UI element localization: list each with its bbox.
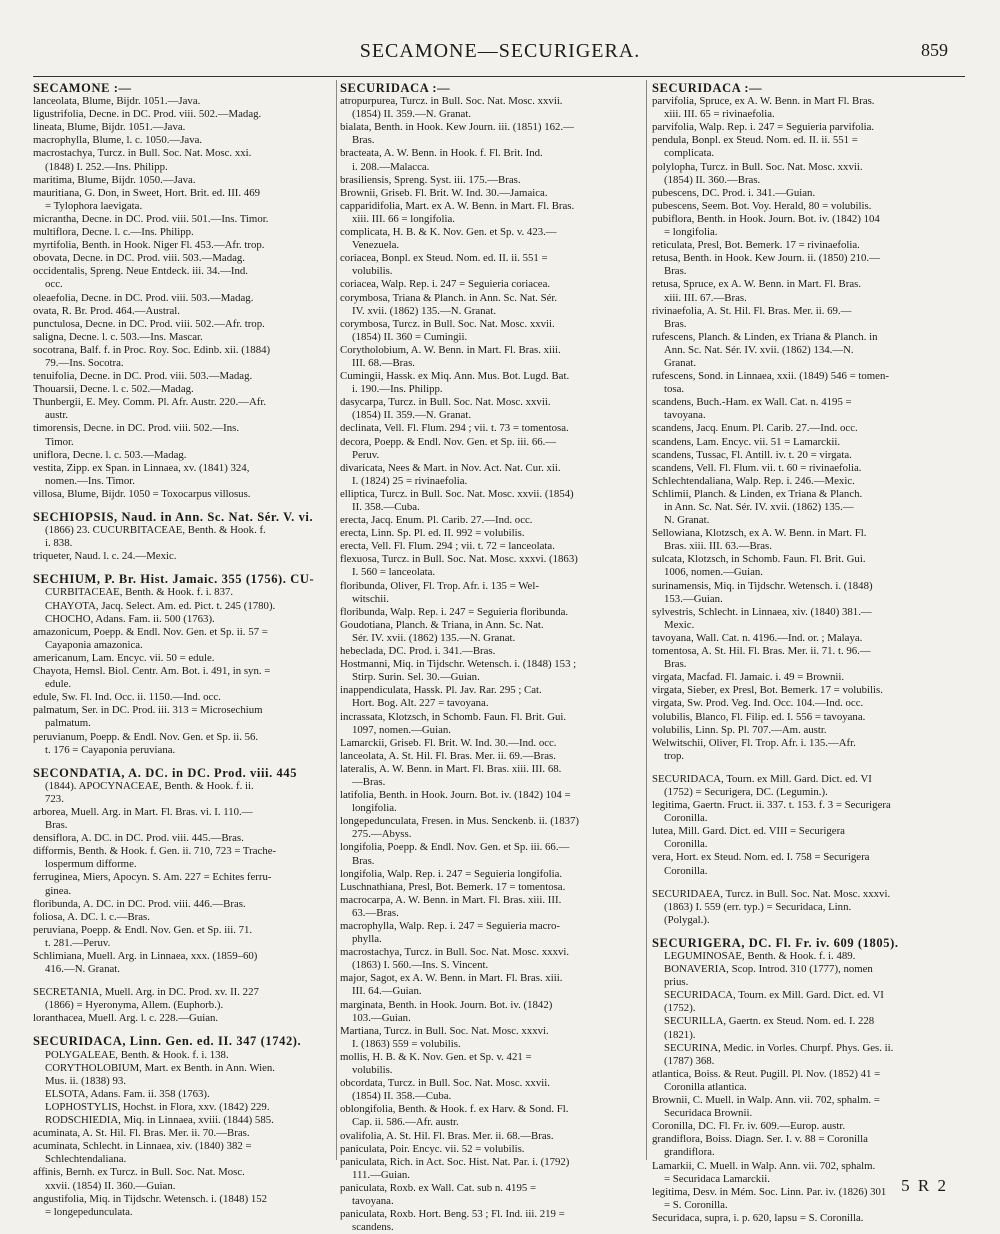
entry-line: Securidaca Brownii. bbox=[664, 1107, 753, 1120]
entry-line: floribunda, Oliver, Fl. Trop. Afr. i. 135 = Wel- bbox=[340, 579, 539, 592]
entry-line: III. 68.—Bras. bbox=[352, 356, 415, 369]
entry-line: scandens. bbox=[352, 1221, 394, 1234]
entry-line: paniculata, Roxb. Hort. Beng. 53 ; Fl. Ind. iii. 219 = bbox=[340, 1208, 565, 1221]
entry-line: 1006, nomen.—Guian. bbox=[664, 566, 763, 579]
entry-line: scandens, Vell. Fl. Flum. vii. t. 60 = rivinaefolia. bbox=[652, 461, 862, 474]
entry-line: scandens, Tussac, Fl. Antill. iv. t. 20 = virgata. bbox=[652, 448, 852, 461]
entry-line: (1854) II. 360 = Cumingii. bbox=[352, 330, 468, 343]
entry-line: 153.—Guian. bbox=[664, 592, 723, 605]
entry-line: retusa, Benth. in Hook. Kew Journ. ii. (1850) 210.— bbox=[652, 252, 880, 265]
entry-line: sulcata, Klotzsch, in Schomb. Faun. Fl. Brit. Gui. bbox=[652, 553, 866, 566]
entry-line: xiii. III. 66 = longifolia. bbox=[352, 212, 455, 225]
entry-line: affinis, Bernh. ex Turcz. in Bull. Soc. Nat. Mosc. bbox=[33, 1166, 245, 1179]
entry-line: (1854) II. 359.—N. Granat. bbox=[352, 108, 472, 121]
entry-line: lanceolata, Blume, Bijdr. 1051.—Java. bbox=[33, 95, 201, 108]
entry-line: erecta, Jacq. Enum. Pl. Carib. 27.—Ind. occ. bbox=[340, 514, 533, 527]
entry-line: Coronilla. bbox=[664, 864, 708, 877]
entry-line: Lamarckii, Griseb. Fl. Brit. W. Ind. 30.—Ind. occ. bbox=[340, 736, 557, 749]
entry-line: macrostachya, Turcz. in Bull. Soc. Nat. Mosc. xxi. bbox=[33, 147, 252, 160]
entry-line: nomen.—Ins. Timor. bbox=[45, 474, 135, 487]
entry-line: N. Granat. bbox=[664, 514, 710, 527]
entry-line: Sér. IV. xvii. (1862) 135.—N. Granat. bbox=[352, 631, 516, 644]
entry-gap bbox=[33, 1025, 330, 1035]
entry-line: scandens, Buch.-Ham. ex Wall. Cat. n. 4195 = bbox=[652, 396, 852, 409]
entry-line: vestita, Zipp. ex Span. in Linnaea, xv. (1841) 324, bbox=[33, 461, 250, 474]
entry-line: virgata, Sieber, ex Presl, Bot. Bemerk. 17 = volubilis. bbox=[652, 684, 883, 697]
entry-line: (Polygal.). bbox=[664, 913, 710, 926]
entry-line: I. (1863) 559 = volubilis. bbox=[352, 1037, 461, 1050]
entry-line: erecta, Vell. Fl. Flum. 294 ; vii. t. 72 = lanceolata. bbox=[340, 540, 555, 553]
entry-line: parvifolia, Spruce, ex A. W. Benn. in Mart Fl. Bras. bbox=[652, 95, 875, 108]
entry-heading: SECURIDACA :— bbox=[340, 82, 451, 95]
entry-line: occ. bbox=[45, 278, 63, 291]
entry-line: Hostmanni, Miq. in Tijdschr. Wetensch. i. (1848) 153 ; bbox=[340, 658, 577, 671]
entry-gap bbox=[33, 757, 330, 767]
entry-line: Schlechtendaliana. bbox=[45, 1153, 127, 1166]
entry-line: = Securidaca Lamarckii. bbox=[664, 1172, 770, 1185]
entry-line: peruviana, Poepp. & Endl. Nov. Gen. et Sp. iii. 71. bbox=[33, 923, 253, 936]
entry-line: virgata, Macfad. Fl. Jamaic. i. 49 = Brownii. bbox=[652, 671, 845, 684]
entry-line: reticulata, Presl, Bot. Bemerk. 17 = rivinaefolia. bbox=[652, 239, 860, 252]
entry-line: Chayota, Hemsl. Biol. Centr. Am. Bot. i. 491, in syn. = bbox=[33, 665, 271, 678]
entry-line: xiii. III. 67.—Bras. bbox=[664, 291, 747, 304]
entry-line: Bras. bbox=[664, 265, 687, 278]
entry-line: Schlimii, Planch. & Linden, ex Triana & Planch. bbox=[652, 487, 863, 500]
entry-line: Brownii, Griseb. Fl. Brit. W. Ind. 30.—Jamaica. bbox=[340, 186, 548, 199]
entry-line: corymbosa, Triana & Planch. in Ann. Sc. Nat. Sér. bbox=[340, 291, 558, 304]
entry-line: Goudotiana, Planch. & Triana, in Ann. Sc. Nat. bbox=[340, 618, 544, 631]
entry-line: loranthacea, Muell. Arg. l. c. 228.—Guian. bbox=[33, 1012, 219, 1025]
entry-line: difformis, Benth. & Hook. f. Gen. ii. 710, 723 = Trache- bbox=[33, 845, 277, 858]
running-head: SECAMONE—SECURIGERA. bbox=[359, 40, 641, 62]
entry-line: maritima, Blume, Bijdr. 1050.—Java. bbox=[33, 173, 196, 186]
entry-line: Sellowiana, Klotzsch, ex A. W. Benn. in Mart. Fl. bbox=[652, 527, 867, 540]
entry-line: volubilis. bbox=[352, 1064, 393, 1077]
entry-line: 111.—Guian. bbox=[352, 1168, 410, 1181]
entry-line: lospermum difforme. bbox=[45, 858, 137, 871]
entry-line: Mexic. bbox=[664, 618, 695, 631]
entry-line: tosa. bbox=[664, 383, 685, 396]
entry-line: Coronilla atlantica. bbox=[664, 1080, 747, 1093]
entry-line: edule, Sw. Fl. Ind. Occ. ii. 1150.—Ind. occ. bbox=[33, 691, 221, 704]
entry-heading: SECAMONE :— bbox=[33, 82, 132, 95]
entry-line: obovata, Decne. in DC. Prod. viii. 503.—Madag. bbox=[33, 252, 246, 265]
entry-line: mollis, H. B. & K. Nov. Gen. et Sp. v. 421 = bbox=[340, 1050, 532, 1063]
entry-line: III. 64.—Guian. bbox=[352, 985, 422, 998]
entry-line: Coronilla, DC. Fl. Fr. iv. 609.—Europ. austr. bbox=[652, 1120, 846, 1133]
entry-line: RODSCHIEDIA, Miq. in Linnaea, xviii. (1844) 585. bbox=[45, 1114, 274, 1127]
entry-line: xiii. III. 65 = rivinaefolia. bbox=[664, 108, 775, 121]
entry-line: CURBITACEAE, Benth. & Hook. f. i. 837. bbox=[45, 586, 234, 599]
column-divider bbox=[336, 80, 337, 1160]
entry-line: ligustrifolia, Decne. in DC. Prod. viii. 502.—Madag. bbox=[33, 108, 262, 121]
entry-line: (1854) II. 360.—Bras. bbox=[664, 173, 761, 186]
entry-line: macrophylla, Blume, l. c. 1050.—Java. bbox=[33, 134, 203, 147]
entry-line: decora, Poepp. & Endl. Nov. Gen. et Sp. iii. 66.— bbox=[340, 435, 557, 448]
entry-line: Bras. bbox=[352, 854, 375, 867]
entry-line: palmatum, Ser. in DC. Prod. iii. 313 = Microsechium bbox=[33, 704, 263, 717]
entry-line: multiflora, Decne. l. c.—Ins. Philipp. bbox=[33, 226, 194, 239]
entry-line: pubescens, Seem. Bot. Voy. Herald, 80 = volubilis. bbox=[652, 199, 872, 212]
entry-line: paniculata, Rich. in Act. Soc. Hist. Nat. Par. i. (1792) bbox=[340, 1155, 570, 1168]
entry-line: Cayaponia amazonica. bbox=[45, 638, 143, 651]
entry-line: i. 838. bbox=[45, 537, 73, 550]
entry-line: longifolia. bbox=[352, 802, 397, 815]
entry-line: arborea, Muell. Arg. in Mart. Fl. Bras. vi. I. 110.— bbox=[33, 805, 253, 818]
entry-line: major, Sagot, ex A. W. Benn. in Mart. Fl. Bras. xiii. bbox=[340, 972, 563, 985]
entry-line: CORYTHOLOBIUM, Mart. ex Benth. in Ann. Wien. bbox=[45, 1061, 275, 1074]
entry-line: edule. bbox=[45, 678, 72, 691]
entry-line: ginea. bbox=[45, 884, 72, 897]
entry-line: villosa, Blume, Bijdr. 1050 = Toxocarpus villosus. bbox=[33, 487, 251, 500]
entry-line: (1854) II. 358.—Cuba. bbox=[352, 1090, 452, 1103]
entry-line: 1097, nomen.—Guian. bbox=[352, 723, 451, 736]
entry-line: volubilis. bbox=[352, 265, 393, 278]
entry-line: grandiflora, Boiss. Diagn. Ser. I. v. 88 = Coronilla bbox=[652, 1133, 868, 1146]
entry-line: SECURIDAEA, Turcz. in Bull. Soc. Nat. Mosc. xxxvi. bbox=[652, 887, 891, 900]
entry-line: i. 208.—Malacca. bbox=[352, 160, 430, 173]
entry-line: xxvii. (1854) II. 360.—Guian. bbox=[45, 1179, 176, 1192]
entry-line: Brownii, C. Muell. in Walp. Ann. vii. 702, sphalm. = bbox=[652, 1094, 880, 1107]
entry-gap bbox=[652, 763, 965, 773]
entry-line: LEGUMINOSAE, Benth. & Hook. f. i. 489. bbox=[664, 950, 856, 962]
entry-line: grandiflora. bbox=[664, 1146, 715, 1159]
entry-gap bbox=[33, 501, 330, 511]
entry-line: macrostachya, Turcz. in Bull. Soc. Nat. Mosc. xxxvi. bbox=[340, 946, 570, 959]
entry-line: SECURIDACA, Tourn. ex Mill. Gard. Dict. ed. VI bbox=[664, 989, 884, 1002]
entry-line: floribunda, Walp. Rep. i. 247 = Seguieria floribunda. bbox=[340, 605, 569, 618]
entry-line: surinamensis, Miq. in Tijdschr. Wetensch. i. (1848) bbox=[652, 579, 873, 592]
entry-line: prius. bbox=[664, 976, 689, 989]
entry-line: punctulosa, Decne. in DC. Prod. viii. 502.—Afr. trop. bbox=[33, 317, 265, 330]
entry-line: (1821). bbox=[664, 1028, 696, 1041]
entry-line: Timor. bbox=[45, 435, 74, 448]
entry-line: IV. xvii. (1862) 135.—N. Granat. bbox=[352, 304, 497, 317]
entry-line: i. 190.—Ins. Philipp. bbox=[352, 383, 443, 396]
entry-line: peruvianum, Poepp. & Endl. Nov. Gen. et Sp. ii. 56. bbox=[33, 730, 259, 743]
entry-line: = longepedunculata. bbox=[45, 1205, 133, 1218]
entry-line: socotrana, Balf. f. in Proc. Roy. Soc. Edinb. xii. (1884) bbox=[33, 343, 271, 356]
entry-line: capparidifolia, Mart. ex A. W. Benn. in Mart. Fl. Bras. bbox=[340, 199, 575, 212]
entry-line: Bras. xiii. III. 63.—Bras. bbox=[664, 540, 772, 553]
entry-line: acuminata, Schlecht. in Linnaea, xiv. (1840) 382 = bbox=[33, 1140, 252, 1153]
entry-line: acuminata, A. St. Hil. Fl. Bras. Mer. ii. 70.—Bras. bbox=[33, 1127, 250, 1140]
entry-line: inappendiculata, Hassk. Pl. Jav. Rar. 295 ; Cat. bbox=[340, 684, 542, 697]
entry-line: Hort. Bog. Alt. 227 = tavoyana. bbox=[352, 697, 489, 710]
entry-line: (1854) II. 359.—N. Granat. bbox=[352, 409, 472, 422]
entry-line: angustifolia, Miq. in Tijdschr. Wetensch. i. (1848) 152 bbox=[33, 1192, 268, 1205]
entry-line: Schlimiana, Muell. Arg. in Linnaea, xxx. (1859–60) bbox=[33, 950, 258, 962]
entry-line: tavoyana, Wall. Cat. n. 4196.—Ind. or. ; Malaya. bbox=[652, 631, 863, 644]
entry-line: Bras. bbox=[352, 134, 375, 147]
entry-line: coriacea, Bonpl. ex Steud. Nom. ed. II. ii. 551 = bbox=[340, 252, 548, 265]
entry-line: —Bras. bbox=[352, 775, 386, 788]
entry-line: LOPHOSTYLIS, Hochst. in Flora, xxv. (1842) 229. bbox=[45, 1100, 270, 1113]
entry-line: tavoyana. bbox=[352, 1194, 394, 1207]
entry-line: Coronilla. bbox=[664, 812, 708, 825]
column-divider bbox=[646, 80, 647, 1160]
entry-line: saligna, Decne. l. c. 503.—Ins. Mascar. bbox=[33, 330, 203, 343]
entry-heading: SECHIOPSIS, Naud. in Ann. Sc. Nat. Sér. V. vi. bbox=[33, 511, 314, 524]
entry-line: flexuosa, Turcz. in Bull. Soc. Nat. Mosc. xxxvi. (1863) bbox=[340, 553, 578, 566]
entry-line: legitima, Desv. in Mém. Soc. Linn. Par. iv. (1826) 301 bbox=[652, 1185, 887, 1198]
entry-line: marginata, Benth. in Hook. Journ. Bot. iv. (1842) bbox=[340, 998, 553, 1011]
entry-line: = S. Coronilla. bbox=[664, 1198, 728, 1211]
entry-line: pubiflora, Benth. in Hook. Journ. Bot. iv. (1842) 104 bbox=[652, 212, 880, 225]
entry-line: Lamarkii, C. Muell. in Walp. Ann. vii. 702, sphalm. bbox=[652, 1159, 876, 1172]
entry-line: 63.—Bras. bbox=[352, 906, 399, 919]
entry-line: myrtifolia, Benth. in Hook. Niger Fl. 453.—Afr. trop. bbox=[33, 239, 265, 252]
entry-line: bracteata, A. W. Benn. in Hook. f. Fl. Brit. Ind. bbox=[340, 147, 543, 160]
entry-line: Stirp. Surin. Sel. 30.—Guian. bbox=[352, 671, 480, 684]
column-left bbox=[33, 82, 330, 1219]
entry-line: Bras. bbox=[664, 658, 687, 671]
entry-line: elliptica, Turcz. in Bull. Soc. Nat. Mosc. xxvii. (1854) bbox=[340, 487, 574, 500]
entry-line: trop. bbox=[664, 749, 685, 762]
entry-line: ferruginea, Miers, Apocyn. S. Am. 227 = Echites ferru- bbox=[33, 871, 272, 884]
entry-line: longifolia, Walp. Rep. i. 247 = Seguieria longifolia. bbox=[340, 867, 563, 880]
entry-heading: SECURIGERA, DC. Fl. Fr. iv. 609 (1805). bbox=[652, 936, 899, 950]
entry-line: pubescens, DC. Prod. i. 341.—Guian. bbox=[652, 186, 816, 199]
entry-line: micrantha, Decne. in DC. Prod. viii. 501.—Ins. Timor. bbox=[33, 212, 269, 225]
header-rule bbox=[33, 76, 965, 77]
entry-line: complicata, H. B. & K. Nov. Gen. et Sp. v. 423.— bbox=[340, 226, 557, 239]
entry-line: oblongifolia, Benth. & Hook. f. ex Harv. & Sond. Fl. bbox=[340, 1103, 569, 1116]
entry-gap bbox=[33, 976, 330, 986]
entry-line: (1866) = Hyeronyma, Allem. (Euphorb.). bbox=[45, 999, 224, 1012]
entry-line: oleaefolia, Decne. in DC. Prod. viii. 503.—Madag. bbox=[33, 291, 254, 304]
entry-line: (1752). bbox=[664, 1002, 696, 1015]
entry-line: Granat. bbox=[664, 356, 697, 369]
entry-line: bialata, Benth. in Hook. Kew Journ. iii. (1851) 162.— bbox=[340, 121, 574, 134]
entry-line: ovalifolia, A. St. Hil. Fl. Bras. Mer. ii. 68.—Bras. bbox=[340, 1129, 554, 1142]
entry-line: scandens, Lam. Encyc. vii. 51 = Lamarckii. bbox=[652, 435, 841, 448]
entry-line: paniculata, Roxb. ex Wall. Cat. sub n. 4195 = bbox=[340, 1181, 537, 1194]
entry-line: 79.—Ins. Socotra. bbox=[45, 356, 124, 369]
entry-line: Mus. ii. (1838) 93. bbox=[45, 1074, 126, 1087]
entry-line: (1844). APOCYNACEAE, Benth. & Hook. f. ii. bbox=[45, 779, 254, 792]
entry-line: Luschnathiana, Presl, Bot. Bemerk. 17 = tomentosa. bbox=[340, 880, 566, 893]
entry-line: longepedunculata, Fresen. in Mus. Senckenb. ii. (1837) bbox=[340, 815, 579, 828]
entry-line: legitima, Gaertn. Fruct. ii. 337. t. 153. f. 3 = Securigera bbox=[652, 799, 891, 812]
entry-line: Venezuela. bbox=[352, 239, 400, 252]
entry-line: SECURIDACA, Tourn. ex Mill. Gard. Dict. ed. VI bbox=[652, 772, 872, 785]
entry-line: in Ann. Sc. Nat. Sér. IV. xvii. (1862) 135.— bbox=[664, 501, 854, 513]
entry-line: timorensis, Decne. in DC. Prod. viii. 502.—Ins. bbox=[33, 422, 240, 435]
entry-line: rufescens, Sond. in Linnaea, xxii. (1849) 546 = tomen- bbox=[652, 370, 889, 383]
entry-line: atlantica, Boiss. & Reut. Pugill. Pl. Nov. (1852) 41 = bbox=[652, 1067, 881, 1080]
entry-line: BONAVERIA, Scop. Introd. 310 (1777), nomen bbox=[664, 963, 873, 976]
entry-line: I. 560 = lanceolata. bbox=[352, 566, 436, 579]
entry-line: atropurpurea, Turcz. in Bull. Soc. Nat. Mosc. xxvii. bbox=[340, 95, 563, 108]
entry-line: t. 176 = Cayaponia peruviana. bbox=[45, 743, 176, 756]
page-number: 859 bbox=[921, 40, 948, 60]
entry-line: CHAYOTA, Jacq. Select. Am. ed. Pict. t. 245 (1780). bbox=[45, 599, 276, 612]
entry-line: 723. bbox=[45, 792, 64, 805]
entry-line: triqueter, Naud. l. c. 24.—Mexic. bbox=[33, 550, 177, 563]
entry-line: ELSOTA, Adans. Fam. ii. 358 (1763). bbox=[45, 1087, 210, 1100]
entry-line: Bras. bbox=[45, 819, 68, 832]
entry-line: Corytholobium, A. W. Benn. in Mart. Fl. Bras. xiii. bbox=[340, 343, 561, 356]
entry-line: sylvestris, Schlecht. in Linnaea, xiv. (1840) 381.— bbox=[652, 605, 872, 618]
entry-heading: SECHIUM, P. Br. Hist. Jamaic. 355 (1756). CU- bbox=[33, 573, 315, 587]
entry-line: incrassata, Klotzsch, in Schomb. Faun. Fl. Brit. Gui. bbox=[340, 710, 567, 723]
entry-line: Schlechtendaliana, Walp. Rep. i. 246.—Mexic. bbox=[652, 474, 855, 487]
entry-line: phylla. bbox=[352, 933, 382, 946]
column-right bbox=[652, 82, 965, 1225]
entry-line: hebeclada, DC. Prod. i. 341.—Bras. bbox=[340, 645, 496, 658]
entry-line: lanceolata, A. St. Hil. Fl. Bras. Mer. ii. 69.—Bras. bbox=[340, 749, 556, 762]
entry-line: uniflora, Decne. l. c. 503.—Madag. bbox=[33, 448, 187, 461]
entry-line: 103.—Guian. bbox=[352, 1011, 411, 1024]
entry-line: macrophylla, Walp. Rep. i. 247 = Seguieria macro- bbox=[340, 920, 560, 932]
entry-heading: SECURIDACA, Linn. Gen. ed. II. 347 (1742). bbox=[33, 1035, 302, 1049]
entry-line: virgata, Sw. Prod. Veg. Ind. Occ. 104.—Ind. occ. bbox=[652, 697, 864, 710]
entry-line: (1863) I. 560.—Ins. S. Vincent. bbox=[352, 959, 489, 972]
entry-line: paniculata, Poir. Encyc. vii. 52 = volubilis. bbox=[340, 1142, 525, 1155]
entry-line: tenuifolia, Decne. in DC. Prod. viii. 503.—Madag. bbox=[33, 370, 253, 383]
entry-line: Thunbergii, E. Mey. Comm. Pl. Afr. Austr. 220.—Afr. bbox=[33, 396, 267, 409]
entry-line: macrocarpa, A. W. Benn. in Mart. Fl. Bras. xiii. III. bbox=[340, 893, 562, 906]
entry-line: latifolia, Benth. in Hook. Journ. Bot. iv. (1842) 104 = bbox=[340, 789, 571, 802]
entry-line: 416.—N. Granat. bbox=[45, 963, 120, 976]
entry-line: occidentalis, Spreng. Neue Entdeck. iii. 34.—Ind. bbox=[33, 265, 248, 278]
entry-line: americanum, Lam. Encyc. vii. 50 = edule. bbox=[33, 651, 215, 664]
entry-line: austr. bbox=[45, 409, 69, 422]
entry-line: lateralis, A. W. Benn. in Mart. Fl. Bras. xiii. III. 68. bbox=[340, 762, 562, 775]
entry-line: t. 281.—Peruv. bbox=[45, 936, 111, 949]
entry-line: Thouarsii, Decne. l. c. 502.—Madag. bbox=[33, 383, 194, 396]
entry-line: Coronilla. bbox=[664, 838, 708, 851]
entry-line: Bras. bbox=[664, 317, 687, 330]
entry-line: corymbosa, Turcz. in Bull. Soc. Nat. Mosc. xxvii. bbox=[340, 317, 555, 330]
entry-line: ovata, R. Br. Prod. 464.—Austral. bbox=[33, 304, 180, 317]
entry-line: coriacea, Walp. Rep. i. 247 = Seguieria coriacea. bbox=[340, 278, 551, 291]
entry-line: (1863) I. 559 (err. typ.) = Securidaca, Linn. bbox=[664, 900, 852, 913]
entry-line: Cap. ii. 586.—Afr. austr. bbox=[352, 1116, 459, 1129]
entry-line: II. 358.—Cuba. bbox=[352, 501, 420, 513]
entry-line: complicata. bbox=[664, 147, 715, 160]
entry-gap bbox=[652, 927, 965, 937]
entry-line: tavoyana. bbox=[664, 409, 706, 422]
entry-line: parvifolia, Walp. Rep. i. 247 = Seguieria parvifolia. bbox=[652, 121, 875, 134]
entry-line: declinata, Vell. Fl. Flum. 294 ; vii. t. 73 = tomentosa. bbox=[340, 422, 569, 435]
entry-line: POLYGALEAE, Benth. & Hook. f. i. 138. bbox=[45, 1048, 229, 1061]
entry-line: I. (1824) 25 = rivinaefolia. bbox=[352, 474, 468, 487]
entry-line: foliosa, A. DC. l. c.—Bras. bbox=[33, 910, 150, 923]
entry-line: Cumingii, Hassk. ex Miq. Ann. Mus. Bot. Lugd. Bat. bbox=[340, 370, 570, 383]
column-middle bbox=[340, 82, 640, 1234]
entry-line: CHOCHO, Adans. Fam. ii. 500 (1763). bbox=[45, 612, 215, 625]
entry-line: vera, Hort. ex Steud. Nom. ed. I. 758 = Securigera bbox=[652, 851, 870, 864]
entry-line: (1848) I. 252.—Ins. Philipp. bbox=[45, 160, 168, 173]
entry-line: lutea, Mill. Gard. Dict. ed. VIII = Securigera bbox=[652, 825, 845, 838]
entry-line: SECURINA, Medic. in Vorles. Churpf. Phys. Ges. ii. bbox=[664, 1041, 894, 1054]
entry-line: Peruv. bbox=[352, 448, 380, 461]
entry-line: = Tylophora laevigata. bbox=[45, 199, 143, 212]
entry-heading: SECURIDACA :— bbox=[652, 82, 763, 95]
entry-line: witschii. bbox=[352, 592, 389, 605]
entry-line: dasycarpa, Turcz. in Bull. Soc. Nat. Mosc. xxvii. bbox=[340, 396, 551, 409]
entry-line: Martiana, Turcz. in Bull. Soc. Nat. Mosc. xxxvi. bbox=[340, 1024, 549, 1037]
entry-line: tomentosa, A. St. Hil. Fl. Bras. Mer. ii. 71. t. 96.— bbox=[652, 645, 871, 658]
entry-gap bbox=[652, 878, 965, 888]
entry-line: volubilis, Linn. Sp. Pl. 707.—Am. austr. bbox=[652, 723, 827, 736]
entry-line: Welwitschii, Oliver, Fl. Trop. Afr. i. 135.—Afr. bbox=[652, 736, 856, 749]
entry-line: obcordata, Turcz. in Bull. Soc. Nat. Mosc. xxvii. bbox=[340, 1077, 550, 1090]
entry-gap bbox=[33, 563, 330, 573]
entry-line: rufescens, Planch. & Linden, ex Triana & Planch. in bbox=[652, 330, 878, 343]
entry-line: Securidaca, supra, i. p. 620, lapsu = S. Coronilla. bbox=[652, 1211, 864, 1224]
entry-line: SECURILLA, Gaertn. ex Steud. Nom. ed. I. 228 bbox=[664, 1015, 875, 1028]
entry-line: floribunda, A. DC. in DC. Prod. viii. 446.—Bras. bbox=[33, 897, 246, 910]
entry-line: = longifolia. bbox=[664, 226, 718, 239]
entry-line: polylopha, Turcz. in Bull. Soc. Nat. Mosc. xxvii. bbox=[652, 160, 863, 173]
entry-line: 275.—Abyss. bbox=[352, 828, 412, 841]
entry-line: volubilis, Blanco, Fl. Filip. ed. I. 556 = tavoyana. bbox=[652, 710, 866, 723]
entry-line: densiflora, A. DC. in DC. Prod. viii. 445.—Bras. bbox=[33, 832, 244, 845]
entry-line: brasiliensis, Spreng. Syst. iii. 175.—Bras. bbox=[340, 173, 521, 186]
signature-mark: 5 R 2 bbox=[901, 1176, 948, 1195]
entry-line: divaricata, Nees & Mart. in Nov. Act. Nat. Cur. xii. bbox=[340, 461, 561, 474]
entry-line: (1866) 23. CUCURBITACEAE, Benth. & Hook. f. bbox=[45, 524, 266, 537]
entry-line: (1787) 368. bbox=[664, 1054, 715, 1067]
entry-line: lineata, Blume, Bijdr. 1051.—Java. bbox=[33, 121, 186, 134]
entry-line: amazonicum, Poepp. & Endl. Nov. Gen. et Sp. ii. 57 = bbox=[33, 625, 268, 638]
entry-line: SECRETANIA, Muell. Arg. in DC. Prod. xv. II. 227 bbox=[33, 986, 259, 999]
entry-line: erecta, Linn. Sp. Pl. ed. II. 992 = volubilis. bbox=[340, 527, 525, 540]
entry-line: longifolia, Poepp. & Endl. Nov. Gen. et Sp. iii. 66.— bbox=[340, 841, 570, 854]
entry-line: mauritiana, G. Don, in Sweet, Hort. Brit. ed. III. 469 bbox=[33, 186, 260, 199]
entry-line: retusa, Spruce, ex A. W. Benn. in Mart. Fl. Bras. bbox=[652, 278, 862, 291]
entry-line: palmatum. bbox=[45, 717, 91, 730]
entry-line: scandens, Jacq. Enum. Pl. Carib. 27.—Ind. occ. bbox=[652, 422, 858, 435]
entry-heading: SECONDATIA, A. DC. in DC. Prod. viii. 445 bbox=[33, 766, 298, 780]
entry-line: Ann. Sc. Nat. Sér. IV. xvii. (1862) 134.—N. bbox=[664, 343, 854, 356]
entry-line: rivinaefolia, A. St. Hil. Fl. Bras. Mer. ii. 69.— bbox=[652, 304, 852, 317]
entry-line: (1752) = Securigera, DC. (Legumin.). bbox=[664, 785, 828, 798]
entry-line: pendula, Bonpl. ex Steud. Nom. ed. II. ii. 551 = bbox=[652, 134, 858, 147]
